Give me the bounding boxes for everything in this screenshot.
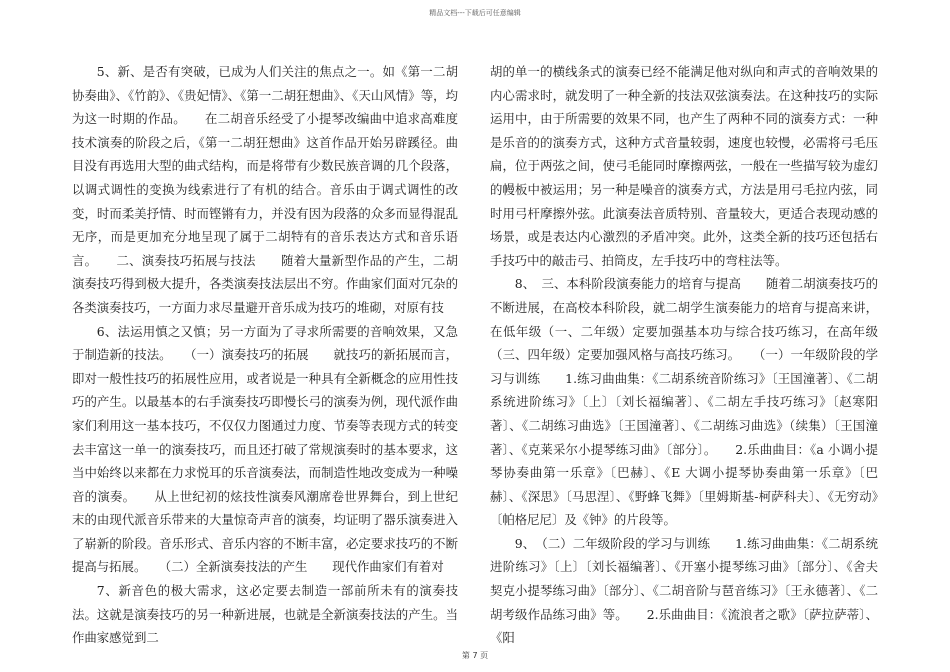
- page-number: 第 7 页: [461, 651, 489, 660]
- page-header: 精品文档---下载后可任意编辑: [429, 9, 521, 17]
- paragraph-8: 8、 三、本科阶段演奏能力的培育与提高 随着二胡演奏技巧的不断进展，在高校本科阶段，就二胡学生演奏能力的培育与提高来讲，在低年级（一、二年级）定要加强基本功与综合技巧练习，在高年级（三、四年级）定要加强风格与高技巧练习。 （一）一年级阶段的学习与训练 1.练习曲曲集：《二胡系统音阶练习》〔王国潼著〕、《二胡系统进阶练习》〔上〕〔刘长福编著〕、《二胡左手技巧练习》〔赵寒阳著〕、《二胡练习曲选》〔王国潼著〕、《二胡练习曲选》（续集）〔王国潼著〕、《克莱采尔小提琴练习曲》〔部分〕。 2.乐曲曲目：《a 小调小提琴协奏曲第一乐章》〔巴赫〕、《E 大调小提琴协奏曲第一乐章》〔巴赫〕、《深思》〔马思涅〕、《野蜂飞舞》〔里姆斯基-柯萨科夫〕、《无穷动》〔帕格尼尼〕及《钟》的片段等。: [490, 276, 878, 528]
- paragraph-7-continued: 胡的单一的横线条式的演奏已经不能满足他对纵向和声式的音响效果的内心需求时，就发明了一种全新的技法双弦演奏法。在这种技巧的实际运用中，由于所需要的效果不同，也产生了两种不同的演奏方式：一种是乐音的的演奏方式，这种方式音量较弱，速度也较慢，必需将弓毛压扁，位于两弦之间，使弓毛能同时摩擦两弦，一般在一些描写较为虚幻的幔板中被运用；另一种是噪音的演奏方式，方法是用弓毛拉内弦，同时用弓杆摩擦外弦。此演奏法音质特别、音量较大，更适合表现动感的场景，或是表达内心激烈的矛盾冲突。此外，这类全新的技巧还包括右手技巧中的敲击弓、拍筒皮，左手技巧中的弯柱法等。: [490, 64, 878, 268]
- paragraph-9: 9、 （二）二年级阶段的学习与训练 1.练习曲曲集：《二胡系统进阶练习》〔上〕〔刘长福编著〕、《开塞小提琴练习曲》〔部分〕、《舍夫契克小提琴练习曲》〔部分〕、《二胡音阶与琶音练习》〔王永德著〕、《二胡考级作品练习曲》等。 2.乐曲曲目：《流浪者之歌》〔萨拉萨蒂〕、《阳: [490, 535, 878, 646]
- paragraph-5: 5、新、是否有突破，已成为人们关注的焦点之一。如《第一二胡协奏曲》、《竹韵》、《贵妃情》、《第一二胡狂想曲》、《天山风情》等，均为这一时期的作品。 在二胡音乐经受了小提琴改编曲中追求高难度技术演奏的阶段之后，《第一二胡狂想曲》这首作品开始另辟蹊径。曲目没有再选用大型的曲式结构，而是将带有少数民族音调的几个段落，以调式调性的变换为线索进行了有机的结合。音乐由于调式调性的改变，时而柔美抒情、时而铿锵有力，并没有因为段落的众多而显得混乱无序，而是更加充分地呈现了属于二胡特有的音乐表达方式和音乐语言。 二、演奏技巧拓展与技法 随着大量新型作品的产生，二胡演奏技巧得到极大提升，各类演奏技法层出不穷。作曲家们面对冗杂的各类演奏技巧，一方面力求尽量避开音乐成为技巧的堆砌，对原有技: [72, 64, 458, 315]
- paragraph-7: 7、新音色的极大需求，这必定要去制造一部前所未有的演奏技法。这就是演奏技巧的另一种新进展，也就是全新演奏技法的产生。当作曲家感觉到二: [72, 583, 458, 646]
- left-column: [72, 60, 458, 650]
- paragraph-6: 6、法运用慎之又慎；另一方面为了寻求所需要的音响效果，又急于制造新的技法。 （一）演奏技巧的拓展 就技巧的新拓展而言，即对一般性技巧的拓展性应用，或者说是一种具有全新概念的应用性技巧的产生。以最基本的右手演奏技巧即慢长弓的演奏为例，现代派作曲家们利用这一基本技巧，不仅仅力图通过力度、节奏等表现方式的转变去丰富这一单一的演奏技巧，而且还打破了常规演奏时的基本要求，这当中始终以来都在力求悦耳的乐音演奏法，而制造性地改变成为一种噪音的演奏。 从上世纪初的炫技性演奏风潮席卷世界舞台，到上世纪末的由现代派音乐带来的大量惊奇声音的演奏，均证明了器乐演奏进入了崭新的阶段。音乐形式、音乐内容的不断丰富，必定要求技巧的不断提高与拓展。 （二）全新演奏技法的产生 现代作曲家们有着对: [72, 323, 458, 575]
- right-column: [490, 60, 878, 650]
